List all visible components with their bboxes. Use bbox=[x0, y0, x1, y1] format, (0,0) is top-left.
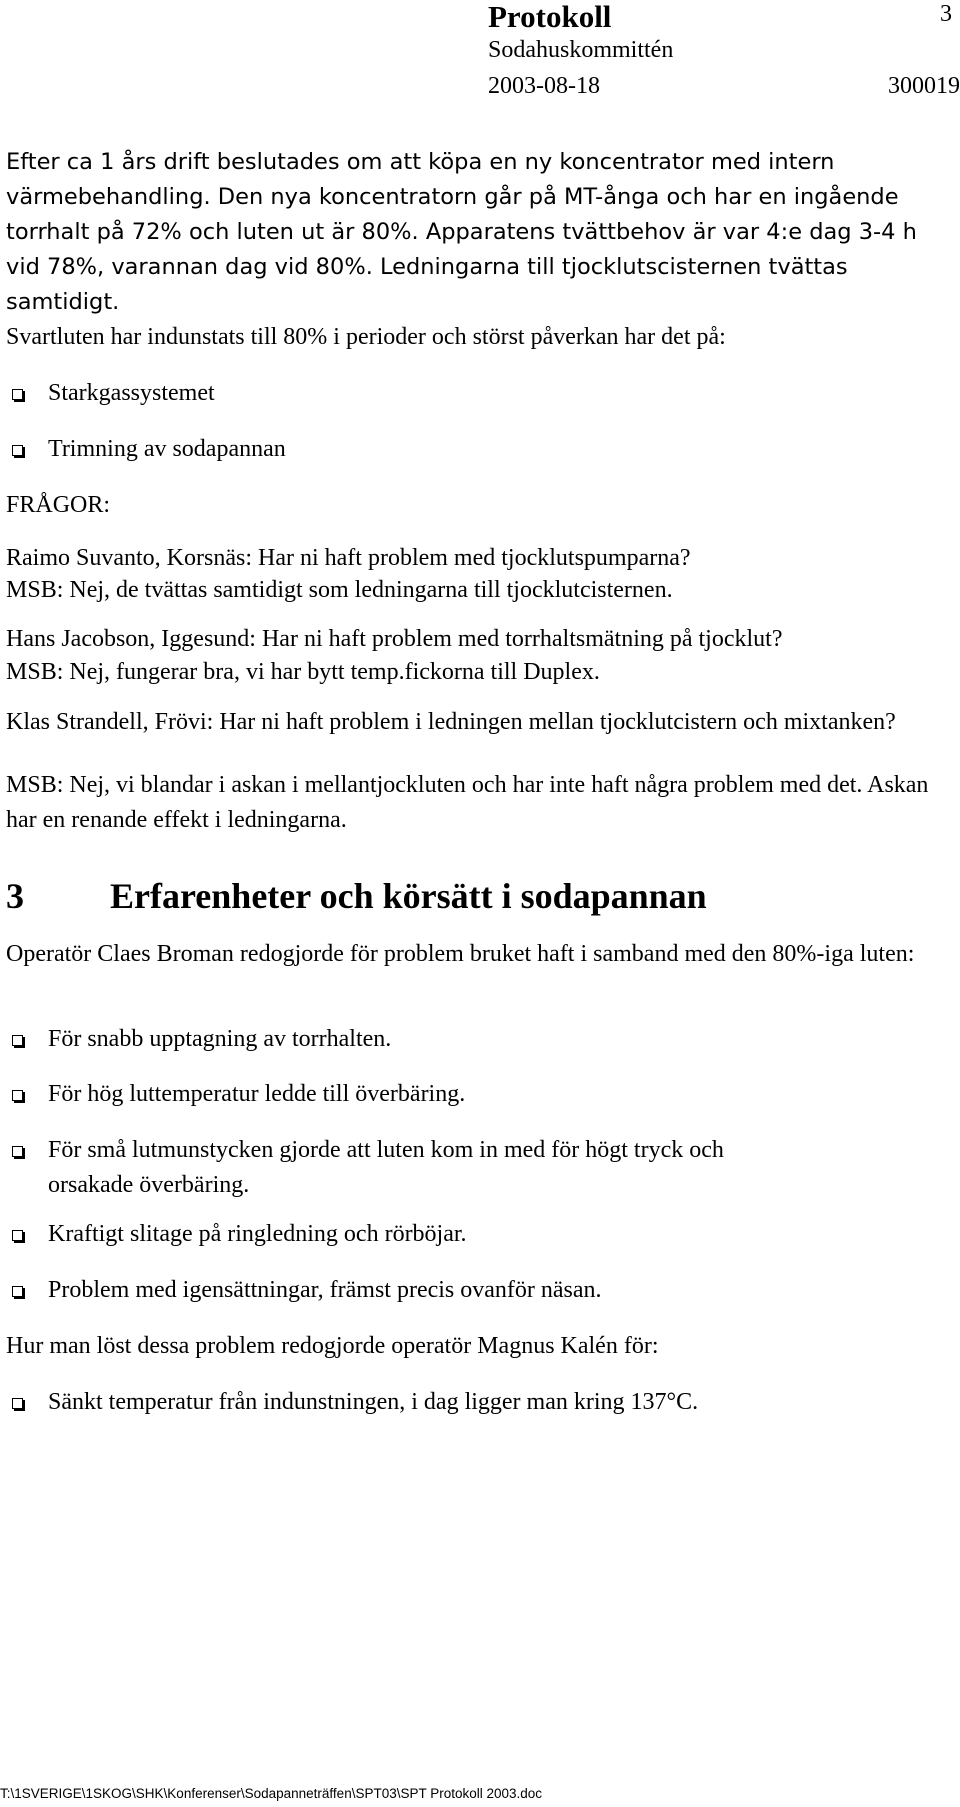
checkbox-bullet-icon bbox=[12, 1398, 23, 1409]
paragraph-operator-kalen: Hur man löst dessa problem redogjorde operatör Magnus Kalén för: bbox=[6, 1333, 659, 1359]
committee-name: Sodahuskommittén bbox=[488, 37, 674, 63]
section-number: 3 bbox=[6, 876, 24, 916]
paragraph-operator-broman: Operatör Claes Broman redogjorde för problem bruket haft i samband med den 80%-iga luten: bbox=[6, 941, 915, 967]
footer-file-path: T:\1SVERIGE\1SKOG\SHK\Konferenser\Sodapanneträffen\SPT03\SPT Protokoll 2003.doc bbox=[0, 1786, 543, 1801]
checkbox-bullet-icon bbox=[12, 1035, 23, 1046]
checkbox-bullet-icon bbox=[12, 1286, 23, 1297]
question-text: Klas Strandell, Frövi: Har ni haft problem i ledningen mellan tjocklutcistern och mixtanken? bbox=[6, 709, 896, 735]
answer-text: MSB: Nej, de tvättas samtidigt som ledningarna till tjocklutcisternen. bbox=[6, 577, 673, 603]
document-number: 300019 bbox=[888, 73, 960, 99]
paragraph-black-liquor: Svartluten har indunstats till 80% i perioder och störst påverkan har det på: bbox=[6, 324, 726, 350]
document-date: 2003-08-18 bbox=[488, 73, 600, 99]
answer-text: MSB: Nej, vi blandar i askan i mellantjockluten och har inte haft några problem med det. Askan har en renande effekt i ledningarna. bbox=[6, 772, 929, 833]
checkbox-bullet-icon bbox=[12, 1230, 23, 1241]
question-text: Raimo Suvanto, Korsnäs: Har ni haft problem med tjocklutspumparna? bbox=[6, 545, 691, 571]
document-title: Protokoll bbox=[488, 0, 612, 34]
answer-text: MSB: Nej, fungerar bra, vi har bytt temp.fickorna till Duplex. bbox=[6, 659, 600, 685]
checkbox-bullet-icon bbox=[12, 1090, 23, 1101]
checkbox-bullet-icon bbox=[12, 1146, 23, 1157]
page-number: 3 bbox=[940, 1, 952, 27]
document-page: Protokoll 3 Sodahuskommittén 2003-08-18 300019 Efter ca 1 års drift beslutades om att köpa en ny koncentrator med intern värmebehandling. Den nya koncentratorn går på MT-ånga och har en ingående torrhalt på 72% och luten ut är 80%. Apparatens tvättbehov är var 4:e dag 3-4 h vid 78%, varannan dag vid 80%. Ledningarna till tjocklutscisternen tvättas samtidigt. Svartluten har indunstats till 80% i perioder och störst påverkan har det på: Starkgassystemet Trimning av sodapannan FRÅGOR: Raimo Suvanto, Korsnäs: Har ni haft problem med tjocklutspumparna? MSB: Nej, de tvättas samtidigt som ledningarna till tjocklutcisternen. Hans Jacobson, Iggesund: Har ni haft problem med torrhaltsmätning på tjocklut? MSB: Nej, fungerar bra, vi har bytt temp.fickorna till Duplex. Klas Strandell, Frövi: Har ni haft problem i ledningen mellan tjocklutcistern och mixtanken? MSB: Nej, vi blandar i askan i mellantjockluten och har inte haft några problem med det. Askan har en renande effekt i ledningarna. 3 Erfarenheter och körsätt i sodapannan Operatör Claes Broman redogjorde för problem bruket haft i samband med den 80%-iga luten: För snabb upptagning av torrhalten. För hög luttemperatur ledde till överbäring. För små lutmunstycken gjorde att luten kom in med för högt tryck och orsakade överbäring. Kraftigt slitage på ringledning och rörböjar. Problem med igensättningar, främst precis ovanför näsan. Hur man löst dessa problem redogjorde operatör Magnus Kalén för: Sänkt temperatur från indunstningen, i dag ligger man kring 137°C. T:\1SVERIGE\1SKOG\SHK\Konferenser\Sodapanneträffen\SPT03\SPT Protokoll 2003.doc bbox=[0, 0, 960, 1801]
checkbox-bullet-icon bbox=[12, 389, 23, 400]
section-title: Erfarenheter och körsätt i sodapannan bbox=[110, 876, 707, 916]
checkbox-bullet-icon bbox=[12, 445, 23, 456]
questions-label: FRÅGOR: bbox=[6, 492, 111, 518]
paragraph-concentrator: Efter ca 1 års drift beslutades om att köpa en ny koncentrator med intern värmebehandling. Den nya koncentratorn går på MT-ånga och har en ingående torrhalt på 72% och luten ut är 80%. Apparatens tvättbehov är var 4:e dag 3-4 h vid 78%, varannan dag vid 80%. Ledningarna till tjocklutscisternen tvättas samtidigt. bbox=[6, 149, 917, 315]
question-text: Hans Jacobson, Iggesund: Har ni haft problem med torrhaltsmätning på tjocklut? bbox=[6, 626, 783, 652]
